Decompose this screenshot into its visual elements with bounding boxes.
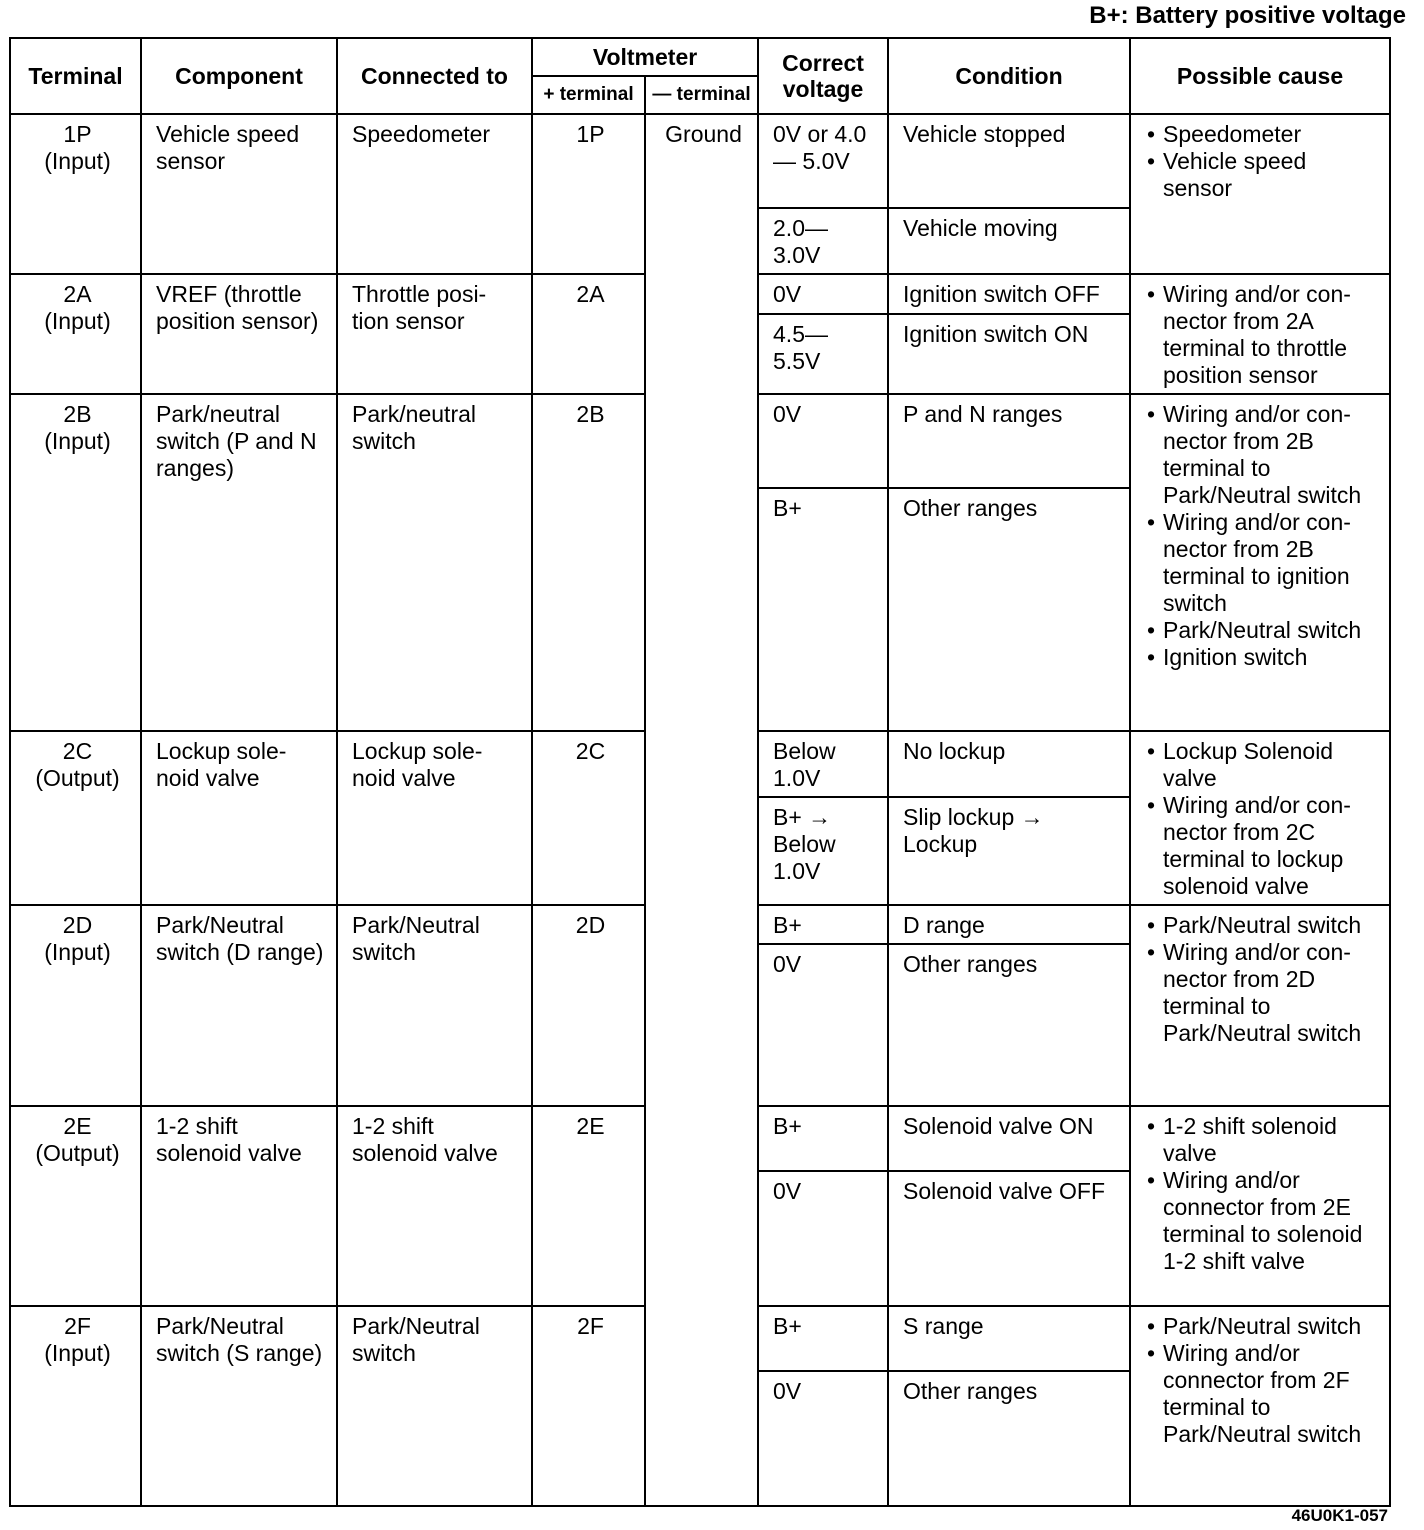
minus-terminal-ground: Ground bbox=[645, 114, 758, 1506]
cause-item: • Wiring and/or con- nector from 2A terminal to throttle position sensor bbox=[1145, 281, 1379, 389]
plus-terminal-cell: 2C bbox=[532, 731, 645, 905]
header-possible-cause: Possible cause bbox=[1130, 38, 1390, 114]
possible-cause-cell bbox=[1130, 394, 1390, 731]
condition-cell: Solenoid valve ON bbox=[888, 1106, 1130, 1171]
cause-list bbox=[1145, 1113, 1379, 1275]
condition-cell: Solenoid valve OFF bbox=[888, 1171, 1130, 1306]
header-minus-terminal: — terminal bbox=[645, 76, 758, 114]
plus-terminal-cell: 1P bbox=[532, 114, 645, 274]
battery-voltage-legend: B+: Battery positive voltage bbox=[1089, 2, 1406, 29]
terminal-cell bbox=[10, 274, 141, 394]
terminal-cell bbox=[10, 1306, 141, 1506]
possible-cause-cell bbox=[1130, 905, 1390, 1106]
component-cell: VREF (throttle position sensor) bbox=[141, 274, 337, 394]
terminal-id: 2A bbox=[63, 281, 92, 307]
terminal-id: 1P bbox=[63, 121, 92, 147]
cause-list bbox=[1145, 912, 1379, 1047]
cause-item: • Wiring and/or connector from 2F terminal to Park/Neutral switch bbox=[1145, 1340, 1379, 1448]
terminal-io: (Output) bbox=[35, 765, 120, 791]
header-condition: Condition bbox=[888, 38, 1130, 114]
component-cell: Park/Neutral switch (D range) bbox=[141, 905, 337, 1106]
cause-item: • Vehicle speed sensor bbox=[1145, 148, 1379, 202]
cause-item: • Wiring and/or con- nector from 2C terminal to lockup solenoid valve bbox=[1145, 792, 1379, 900]
cause-item: • Ignition switch bbox=[1145, 644, 1379, 671]
component-cell: Park/neutral switch (P and N ranges) bbox=[141, 394, 337, 731]
correct-voltage-cell: B+ bbox=[758, 1306, 888, 1371]
terminal-id: 2F bbox=[64, 1313, 91, 1339]
correct-voltage-cell: 0V bbox=[758, 1371, 888, 1506]
connected-to-cell: Speedometer bbox=[337, 114, 532, 274]
possible-cause-cell bbox=[1130, 1106, 1390, 1306]
correct-voltage-cell: 0V bbox=[758, 274, 888, 314]
component-cell: Lockup sole- noid valve bbox=[141, 731, 337, 905]
connected-to-cell: Lockup sole- noid valve bbox=[337, 731, 532, 905]
cause-list bbox=[1145, 1313, 1379, 1448]
terminal-id: 2C bbox=[62, 738, 93, 764]
correct-voltage-cell: 0V or 4.0— 5.0V bbox=[758, 114, 888, 208]
terminal-cell bbox=[10, 114, 141, 274]
correct-voltage-cell: B+ → Below 1.0V bbox=[758, 797, 888, 905]
connected-to-cell: Park/Neutral switch bbox=[337, 1306, 532, 1506]
plus-terminal-cell: 2F bbox=[532, 1306, 645, 1506]
terminal-io: (Input) bbox=[44, 428, 111, 454]
plus-terminal-cell: 2A bbox=[532, 274, 645, 394]
cause-list bbox=[1145, 738, 1379, 900]
correct-voltage-cell: B+ bbox=[758, 905, 888, 944]
plus-terminal-cell: 2D bbox=[532, 905, 645, 1106]
cause-list bbox=[1145, 401, 1379, 671]
component-cell: Vehicle speed sensor bbox=[141, 114, 337, 274]
cause-item: • Park/Neutral switch bbox=[1145, 1313, 1379, 1340]
cause-list bbox=[1145, 281, 1379, 389]
condition-cell: Vehicle stopped bbox=[888, 114, 1130, 208]
terminal-cell bbox=[10, 394, 141, 731]
header-component: Component bbox=[141, 38, 337, 114]
component-cell: Park/Neutral switch (S range) bbox=[141, 1306, 337, 1506]
connected-to-cell: Throttle posi- tion sensor bbox=[337, 274, 532, 394]
terminal-io: (Output) bbox=[35, 1140, 120, 1166]
figure-code: 46U0K1-057 bbox=[1291, 1506, 1388, 1525]
possible-cause-cell bbox=[1130, 1306, 1390, 1506]
terminal-io: (Input) bbox=[44, 308, 111, 334]
table-body bbox=[10, 114, 1390, 1506]
component-cell: 1-2 shift solenoid valve bbox=[141, 1106, 337, 1306]
correct-voltage-cell: Below 1.0V bbox=[758, 731, 888, 797]
condition-cell: Other ranges bbox=[888, 944, 1130, 1106]
terminal-io: (Input) bbox=[44, 148, 111, 174]
plus-terminal-cell: 2B bbox=[532, 394, 645, 731]
condition-cell: No lockup bbox=[888, 731, 1130, 797]
condition-cell: Vehicle moving bbox=[888, 208, 1130, 274]
correct-voltage-cell: B+ bbox=[758, 1106, 888, 1171]
terminal-cell bbox=[10, 731, 141, 905]
terminal-io: (Input) bbox=[44, 939, 111, 965]
correct-voltage-cell: 0V bbox=[758, 944, 888, 1106]
possible-cause-cell bbox=[1130, 114, 1390, 274]
header-plus-terminal: + terminal bbox=[532, 76, 645, 114]
cause-item: • Wiring and/or con- nector from 2D terminal to Park/Neutral switch bbox=[1145, 939, 1379, 1047]
cause-item: • Wiring and/or connector from 2E terminal to solenoid 1-2 shift valve bbox=[1145, 1167, 1379, 1275]
cause-item: • Speedometer bbox=[1145, 121, 1379, 148]
connected-to-cell: Park/Neutral switch bbox=[337, 905, 532, 1106]
condition-cell: Ignition switch OFF bbox=[888, 274, 1130, 314]
cause-item: • Wiring and/or con- nector from 2B terminal to ignition switch bbox=[1145, 509, 1379, 617]
cause-item: • Lockup Solenoid valve bbox=[1145, 738, 1379, 792]
cause-item: • 1-2 shift solenoid valve bbox=[1145, 1113, 1379, 1167]
header-connected-to: Connected to bbox=[337, 38, 532, 114]
possible-cause-cell bbox=[1130, 274, 1390, 394]
cause-item: • Park/Neutral switch bbox=[1145, 912, 1379, 939]
condition-cell: D range bbox=[888, 905, 1130, 944]
cause-item: • Wiring and/or con- nector from 2B terminal to Park/Neutral switch bbox=[1145, 401, 1379, 509]
condition-cell: Other ranges bbox=[888, 488, 1130, 731]
correct-voltage-cell: 2.0— 3.0V bbox=[758, 208, 888, 274]
possible-cause-cell bbox=[1130, 731, 1390, 905]
condition-cell: Slip lockup → Lockup bbox=[888, 797, 1130, 905]
table-row bbox=[10, 114, 1390, 208]
correct-voltage-cell: 4.5— 5.5V bbox=[758, 314, 888, 394]
terminal-id: 2B bbox=[63, 401, 92, 427]
condition-cell: S range bbox=[888, 1306, 1130, 1371]
terminal-id: 2E bbox=[63, 1113, 92, 1139]
header-voltmeter: Voltmeter bbox=[532, 38, 758, 76]
condition-cell: Ignition switch ON bbox=[888, 314, 1130, 394]
connected-to-cell: 1-2 shift solenoid valve bbox=[337, 1106, 532, 1306]
header-correct-voltage: Correct voltage bbox=[758, 38, 888, 114]
terminal-io: (Input) bbox=[44, 1340, 111, 1366]
terminal-cell bbox=[10, 905, 141, 1106]
terminal-id: 2D bbox=[62, 912, 93, 938]
plus-terminal-cell: 2E bbox=[532, 1106, 645, 1306]
cause-list bbox=[1145, 121, 1379, 202]
condition-cell: P and N ranges bbox=[888, 394, 1130, 488]
connected-to-cell: Park/neutral switch bbox=[337, 394, 532, 731]
correct-voltage-cell: 0V bbox=[758, 394, 888, 488]
correct-voltage-cell: B+ bbox=[758, 488, 888, 731]
terminal-cell bbox=[10, 1106, 141, 1306]
terminal-voltage-table bbox=[9, 37, 1391, 1507]
condition-cell: Other ranges bbox=[888, 1371, 1130, 1506]
cause-item: • Park/Neutral switch bbox=[1145, 617, 1379, 644]
header-terminal: Terminal bbox=[10, 38, 141, 114]
correct-voltage-cell: 0V bbox=[758, 1171, 888, 1306]
